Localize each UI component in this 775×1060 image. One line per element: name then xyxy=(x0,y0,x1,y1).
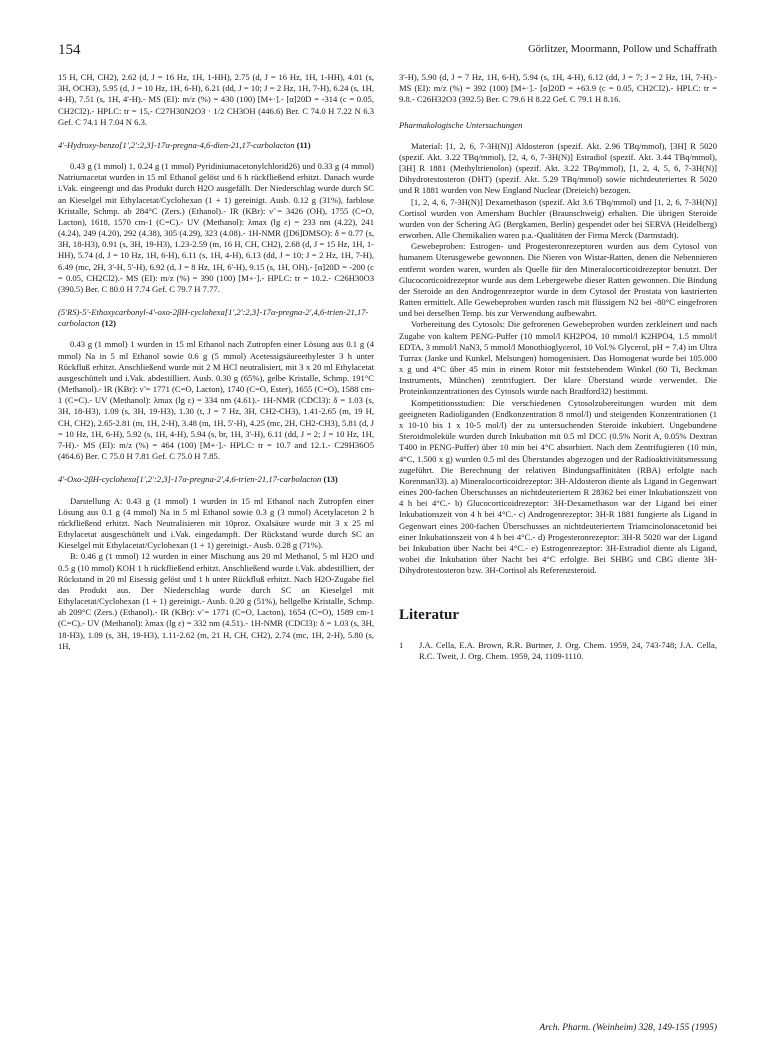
gewebeproben-paragraph: Gewebeproben: Estrogen- und Progesteronrezeptoren wurden aus dem Cytosol von humanem Uterusgewebe gewonnen. Die Nieren von Wistar-Ratten, denen die Nebennieren entfernt worden waren, wurden als Quelle für den Mineralocorticoidrezeptor benutzt. Der Glucocorticoidrezeptor wurde aus dem Lebergewebe dieser Ratten gewonnen. Die Bindung der Steroide an den Androgenrezeptor wurde in dem Cytosol der Prostata von kastrierten Ratten ermittelt. Alle Gewebeproben wurden rasch mit flüssigem N2 bei -80°C eingefroren und bei derselben Temp. bis zur Verwendung aufbewahrt. xyxy=(399,241,717,319)
reference-text: J.A. Cella, E.A. Brown, R.R. Burtner, J. Org. Chem. 1959, 24, 743-748; J.A. Cella, R.C. Tweit, J. Org. Chem. 1959, 24, 1109-1110. xyxy=(419,639,717,662)
compound-number: (11) xyxy=(296,139,311,150)
compound-title: 4'-Oxo-2βH-cyclohexa[1',2':2,3]-17α-pregna-2',4,6-trien-21,17-carbolacton xyxy=(58,474,322,485)
procedure-paragraph: 0.43 g (1 mmol) 1, 0.24 g (1 mmol) Pyridiniumacetonylchlorid26) und 0.33 g (4 mmol) Natriumacetat wurden in 15 ml Ethanol gelöst und 6 h rückfließend erhitzt. Danach wurde i.Vak. eingeengt und das Produkt durch H2O ausgefällt. Der Niederschlag wurde durch SC an Kieselgel mit Ethylacetat/Cyclohexan (1 + 1) gereinigt. Ausb. 0.12 g (31%), farblose Kristalle, Schmp. ab 284°C (Zers.) (Ethanol).- IR (KBr): ν̃ = 3426 (OH), 1755 (C=O, Lacton), 1618, 1570 cm-1 (C=C).- UV (Methanol): λmax (lg ε) = 233 nm (4.22), 241 (4.24), 249 (4.20), 292 (4.38), 305 (4.29), 323 (4.08).- 1H-NMR ([D6]DMSO): δ = 0.77 (s, 3H, 18-H3), 0.91 (s, 3H, 19-H3), 1.23-2.59 (m, 16 H, CH, CH2), 2.68 (d, J = 15 Hz, 1H, 1-HH), 5.74 (d, J = 10 Hz, 1H, 6-H), 6.11 (s, 1H, 4-H), 6.13 (dd, J = 10; J = 2 Hz, 1H, 7-H), 6.49 (mc, 2H, 3'-H, 5'-H), 6.92 (d, J = 8 Hz, 1H, 6'-H), 9.15 (s, 1H, OH).- [α]20D = -200 (c = 0.05, CH2Cl2).- MS (EI): m/z (%) = 390 (100) [M+·].- HPLC: tr = 10.2.- C26H30O3 (390.5) Ber. C 80.0 H 7.74 Gef. C 79.7 H 7.77. xyxy=(58,161,374,294)
continued-paragraph: 3'-H), 5.90 (d, J = 7 Hz, 1H, 6-H), 5.94 (s, 1H, 4-H), 6.12 (dd, J = 7; J = 2 Hz, 1H, 7-H).- MS (EI): m/z (%) = 392 (100) [M+·].- [α]20D = +63.9 (c = 0.05, CH2Cl2).- HPLC: tr = 9.8.- C26H32O3 (392.5) Ber. C 79.6 H 8.22 Gef. C 79.1 H 8.16. xyxy=(399,72,717,105)
right-column xyxy=(399,72,717,662)
procedure-paragraph: Darstellung A: 0.43 g (1 mmol) 1 wurden in 15 ml Ethanol nach Zutropfen einer Lösung aus 0.1 g (4 mmol) Na in 5 ml Ethanol sowie 0.3 g (3 mmol) Acetylaceton 2 h rückfließend erhitzt. Nach Neutralisieren mit 10proz. Oxalsäure wurde mit 3 x 25 ml Ethylacetat ausgeschüttelt und i.Vak. eingedampft. Der Rückstand wurde durch SC an Kieselgel mit Ethylacetat/Cyclohexan (1 + 1) gereinigt.- Ausb. 0.28 g (71%). xyxy=(58,495,374,551)
compound-heading-13 xyxy=(58,474,374,485)
references-heading: Literatur xyxy=(399,607,459,624)
left-column xyxy=(58,72,374,660)
material-paragraph: Material: [1, 2, 6, 7-3H(N)] Aldosteron (spezif. Akt. 2.96 TBq/mmol), [3H] R 5020 (spezif. Akt. 3.22 TBq/mmol), [2, 4, 6, 7-3H(N)] Estradiol (spezif. Akt. 3.44 TBq/mmol), [3H] R 1881 (Methyltrienolon) (spezif. Akt. 3.22 TBq/mmol), [1, 2, 4, 5, 6, 7-3H(N)] Dihydrotestosteron (DHT) (spezif. Akt. 5.29 TBq/mmol) sowie nichtdeuteriertes R 5020 und R 1881 wurden von New England Nuclear (Dreieich) bezogen. xyxy=(399,140,717,196)
procedure-paragraph: B: 0.46 g (1 mmol) 12 wurden in einer Mischung aus 20 ml Methanol, 5 ml H2O und 0.5 g (10 mmol) KOH 1 h rückfließend erhitzt. Anschließend wurde i.Vak. abdestilliert, der Rückstand in 20 ml Eisessig gelöst und 1 h unter Rückfluß erhitzt. Nach H2O-Zugabe fiel das Produkt aus. Der Niederschlag wurde durch SC an Kieselgel mit Ethylacetat/Cyclohexan (1 + 1) gereinigt.- Ausb. 0.20 g (51%), hellgelbe Kristalle, Schmp. ab 209°C (Zers.) (Ethanol).- IR (KBr): ν̃ = 1771 (C=O, Lacton), 1654 (C=O), 1589 cm-1 (C=C).- UV (Methanol): λmax (lg ε) = 332 nm (4.51).- 1H-NMR (CDCl3): δ = 1.03 (s, 3H, 18-H3), 1.09 (s, 3H, 19-H3), 1.11-2.62 (m, 21 H, CH, CH2), 2.74 (mc, 1H, 2-H), 5.80 (s, 1H, xyxy=(58,551,374,651)
section-heading: Pharmakologische Untersuchungen xyxy=(399,119,523,130)
running-head: Görlitzer, Moormann, Pollow und Schaffrath xyxy=(528,44,717,55)
compound-heading-12 xyxy=(58,307,374,329)
cytosol-paragraph: Vorbereitung des Cytosols: Die gefrorenen Gewebeproben wurden zerkleinert und nach Zugabe von kaltem PENG-Puffer (10 mmol/l KH2PO4, 10 mmol/l K2HPO4, 1.5 mmol/l EDTA, 3 mmol/l NaN3, 5 mmol/l Monothioglycerol, 10 Vol.% Glycerol, pH = 7.4) im Ultra Turrax (Janke und Kunkel, Melsungen) homogenisiert. Das Homogenat wurde bei 105.000 x g und 4°C über 45 min in einem Rotor mit feststehendem Winkel (60 Ti, Beckman Instruments, München) zentrifugiert. Der klare Überstand wurde verwendet. Die Proteinkonzentrationen des Cytosols wurde nach Bradford32) bestimmt. xyxy=(399,319,717,397)
page-header xyxy=(58,42,717,62)
compound-title: (5'RS)-5'-Ethoxycarbonyl-4'-oxo-2βH-cyclohexa[1',2':2,3]-17α-pregna-2',4,6-trien-21,17-carbolacton xyxy=(58,307,369,329)
procedure-paragraph: 0.43 g (1 mmol) 1 wurden in 15 ml Ethanol nach Zutropfen einer Lösung aus 0.1 g (4 mmol) Na in 5 ml Ethanol sowie 0.6 g (5 mmol) Acetessigsäureethylester 3 h unter Rückfluß erhitzt. Anschließend wurde mit 2 M HCl neutralisiert, mit 3 x 20 ml Ethylacetat ausgeschüttelt und i.Vak. abdestilliert. Ausb. 0.30 g (65%), gelbe Kristalle, Schmp. 191°C (Methanol).- IR (KBr): ν̃ = 1771 (C=O, Lacton), 1740 (C=O, Ester), 1655 (C=O), 1588 cm-1 (C=C).- UV (Methanol): λmax (lg ε) = 334 nm (4.61).- 1H-NMR (CDCl3): δ = 1.03 (s, 3H, 18-H3), 1.09 (s, 3H, 19-H3), 1.30 (t, J = 7 Hz, 3H, CH2-CH3), 1.41-2.65 (m, 19 H, CH, CH2), 2.65-2.81 (m, 1H, 2-H), 3.48 (m, 1H, 5'-H), 4.25 (mc, 2H, CH2-CH3), 5.81 (d, J = 10 Hz, 1H, 6-H), 5.92 (s, 1H, 4-H), 5.94 (s, br, 1H, 3'-H), 6.11 (dd, J = 2; J = 10 Hz, 1H, 7-H).- MS (EI): m/z (%) = 464 (100) [M+·].- HPLC: tr = 10.7 and 12.1.- C29H36O5 (464.6) Ber. C 75.0 H 7.81 Gef. C 75.0 H 7.85. xyxy=(58,339,374,462)
compound-number: (13) xyxy=(323,474,338,485)
kompetition-paragraph: Kompetitionsstudien: Die verschiedenen Cytosolzubereitungen wurden mit dem geeigneten Radioliganden (Endkonzentration 8 nmol/l) und steigenden Konzentrationen (1 x 10-10 bis 1 x 10-5 mol/l) der zu untersuchenden Steroide inkubiert. Ungebundene Steroidmoleküle wurden durch Inkubation mit 0.5 ml DCC (0.5% Norit A, 0.05% Dextran T400 in PENG-Puffer) über 10 min bei 4°C absorbiert. Nach dem Zentrifugieren (10 min, 4°C, 1.500 x g) wurden 0.5 ml des Überstandes abgezogen und der Radioaktivitätsmessung zugeführt. Die Berechnung der relativen Bindungsaffinitäten (RBA) erfolgte nach Korenman33). a) Mineralocorticoidrezeptor: 3H-Aldosteron diente als Ligand in Gegenwart eines 200-fachen Überschusses an nichtdeuteriertem R 28362 bei einer Inkubationszeit von 4 h bei 4°C.- b) Glucocorticoidrezeptor: 3H-Dexamethason war der Ligand bei einer Inkubationszeit von 4 h bei 4°C.- c) Androgenrezeptor: 3H-R 1881 fungierte als Ligand in Gegenwart eines 200-fachen Überschusses an nichtdeuteriertem Triamcinolonacetonid bei einer Inkubationszeit von 4 h bei 4°C.- d) Progesteronrezeptor: 3H-R 5020 war der Ligand bei Inkubation über Nacht bei 4°C.- e) Estrogenrezeptor: 3H-Estradiol diente als Ligand, wobei die Inkubation über Nacht bei 4°C erfolgte. Bei SHBG und CBG diente 3H-Dihydrotestosteron bzw. 3H-Cortisol als Referenzsteroid. xyxy=(399,397,717,576)
dexamethason-paragraph: [1, 2, 4, 6, 7-3H(N)] Dexamethason (spezif. Akt 3.6 TBq/mmol) und [1, 2, 6, 7-3H(N)] Cortisol wurden von Amersham Buchler (Braunschweig) erhalten. Die übrigen Steroide wurden von der Schering AG (Bergkamen, Berlin) gespendet oder bei SERVA (Heidelberg) erworben. Alle Chemikalien waren p.a.-Qualitäten der Firma Merck (Darmstadt). xyxy=(399,196,717,241)
reference-item xyxy=(399,640,717,662)
journal-citation: Arch. Pharm. (Weinheim) 328, 149-155 (1995) xyxy=(539,1023,717,1033)
continued-paragraph: 15 H, CH, CH2), 2.62 (d, J = 16 Hz, 1H, 1-HH), 2.75 (d, J = 16 Hz, 1H, 1-HH), 4.01 (s, 3H, OCH3), 5.95 (d, J = 10 Hz, 1H, 6-H), 6.21 (dd, J = 10; J = 2 Hz, 1H, 7-H), 6.24 (s, 1H, 4-H), 7.51 (s, 1H, 4'-H).- MS (EI): m/z (%) = 430 (100) [M+·].- [α]20D = -314 (c = 0.05, CH2Cl2).- HPLC: tr = 15,- C27H30N2O3 · 1/2 CH3OH (446.6) Ber. C 74.0 H 7.22 N 6.3 Gef. C 74.1 H 7.04 N 6.3. xyxy=(58,72,374,127)
compound-title: 4'-Hydroxy-benzo[1',2':2,3]-17α-pregna-4,6-dien-21,17-carbolacton xyxy=(58,139,295,150)
page-number: 154 xyxy=(58,42,81,58)
reference-number: 1 xyxy=(399,639,404,650)
compound-heading-11 xyxy=(58,140,374,151)
compound-number: (12) xyxy=(101,318,117,329)
